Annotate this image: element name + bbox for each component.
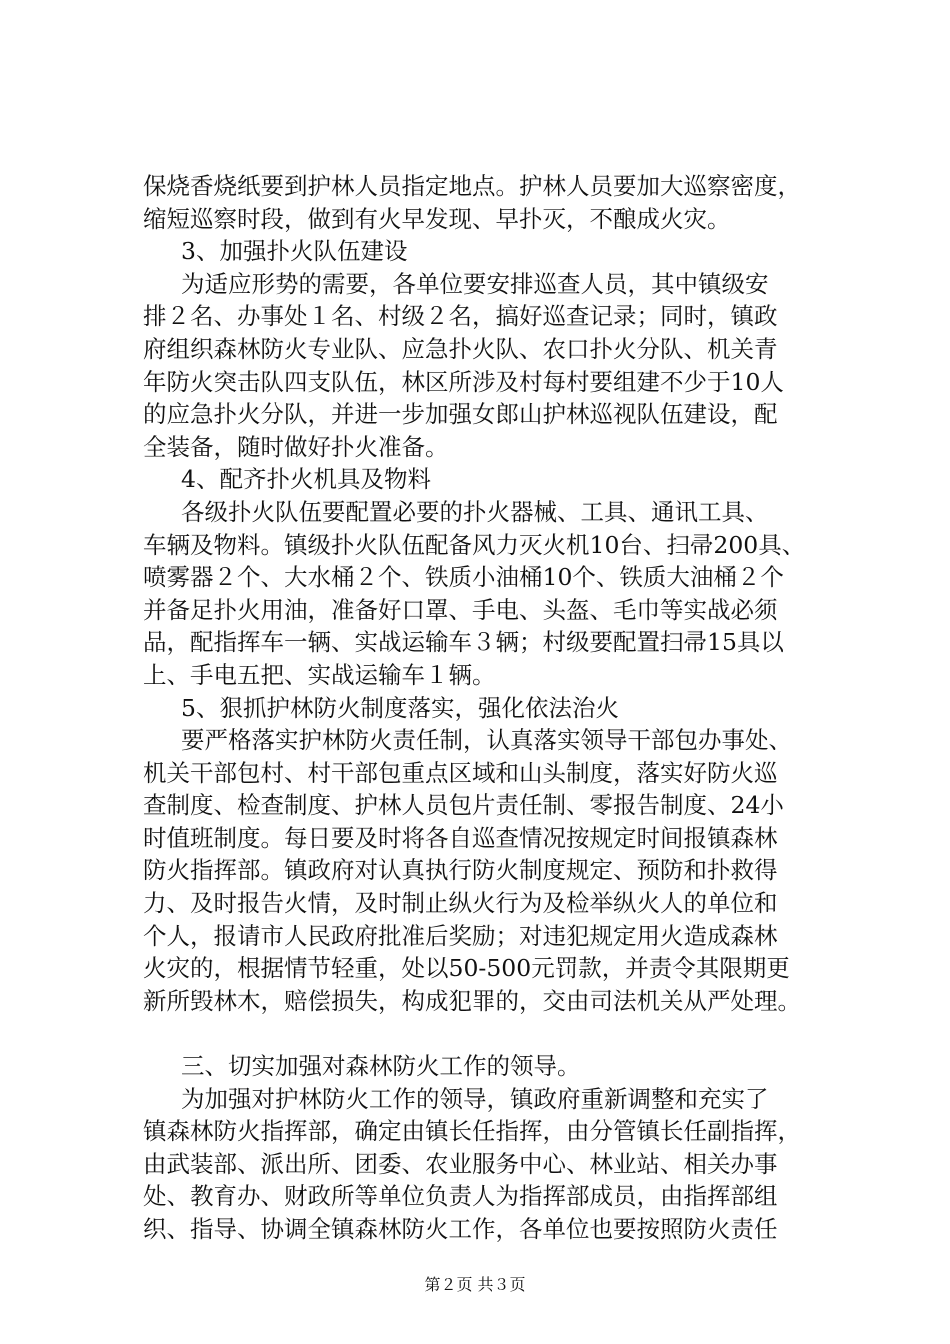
text-line: 新所毁林木，赔偿损失，构成犯罪的，交由司法机关从严处理。 (143, 986, 801, 1015)
text-line: 品，配指挥车一辆、实战运输车３辆；村级要配置扫帚15具以 (143, 628, 784, 657)
text-line: 要严格落实护林防火责任制，认真落实领导干部包办事处、 (181, 726, 792, 755)
section-heading: 5、狠抓护林防火制度落实，强化依法治火 (181, 693, 619, 722)
text-line: 镇森林防火指挥部，确定由镇长任指挥，由分管镇长任副指挥， (143, 1117, 801, 1146)
text-line: 火灾的，根据情节轻重，处以50-500元罚款，并责令其限期更 (143, 954, 790, 983)
text-line: 为加强对护林防火工作的领导，镇政府重新调整和充实了 (181, 1084, 769, 1113)
text-line: 的应急扑火分队，并进一步加强女郎山护林巡视队伍建设，配 (143, 400, 778, 429)
text-line: 处、教育办、财政所等单位负责人为指挥部成员，由指挥部组 (143, 1182, 778, 1211)
text-line: 查制度、检查制度、护林人员包片责任制、零报告制度、24小 (143, 791, 784, 820)
page-number-footer: 第２页 共３页 (424, 1275, 526, 1294)
text-line: 由武装部、派出所、团委、农业服务中心、林业站、相关办事 (143, 1149, 778, 1178)
paragraph-gap (143, 1017, 843, 1050)
text-line: 排２名、办事处１名、村级２名，搞好巡查记录；同时，镇政 (143, 302, 778, 331)
text-line: 并备足扑火用油，准备好口罩、手电、头盔、毛巾等实战必须 (143, 595, 778, 624)
section-heading: 4、配齐扑火机具及物料 (181, 465, 431, 494)
text-line: 时值班制度。每日要及时将各自巡查情况按规定时间报镇森林 (143, 823, 778, 852)
section-heading: 3、加强扑火队伍建设 (181, 237, 408, 266)
text-line: 年防火突击队四支队伍，林区所涉及村每村要组建不少于10人 (143, 367, 784, 396)
text-line: 全装备，随时做好扑火准备。 (143, 432, 449, 461)
text-line: 机关干部包村、村干部包重点区域和山头制度，落实好防火巡 (143, 758, 778, 787)
text-line: 防火指挥部。镇政府对认真执行防火制度规定、预防和扑救得 (143, 856, 778, 885)
text-line: 为适应形势的需要，各单位要安排巡查人员，其中镇级安 (181, 269, 769, 298)
section-heading: 三、切实加强对森林防火工作的领导。 (181, 1052, 581, 1081)
text-line: 上、手电五把、实战运输车１辆。 (143, 660, 496, 689)
text-line: 府组织森林防火专业队、应急扑火队、农口扑火分队、机关青 (143, 334, 778, 363)
document-body (143, 170, 843, 1246)
text-line: 织、指导、协调全镇森林防火工作，各单位也要按照防火责任 (143, 1215, 778, 1243)
text-line: 车辆及物料。镇级扑火队伍配备风力灭火机10台、扫帚200具、 (143, 530, 806, 559)
text-line: 喷雾器２个、大水桶２个、铁质小油桶10个、铁质大油桶２个 (143, 563, 784, 592)
text-line: 保烧香烧纸要到护林人员指定地点。护林人员要加大巡察密度， (143, 172, 801, 200)
text-line: 各级扑火队伍要配置必要的扑火器械、工具、通讯工具、 (181, 497, 769, 526)
text-line: 缩短巡察时段，做到有火早发现、早扑灭，不酿成火灾。 (143, 204, 731, 233)
text-line: 力、及时报告火情，及时制止纵火行为及检举纵火人的单位和 (143, 889, 778, 918)
text-line: 个人，报请市人民政府批准后奖励；对违犯规定用火造成森林 (143, 921, 778, 950)
